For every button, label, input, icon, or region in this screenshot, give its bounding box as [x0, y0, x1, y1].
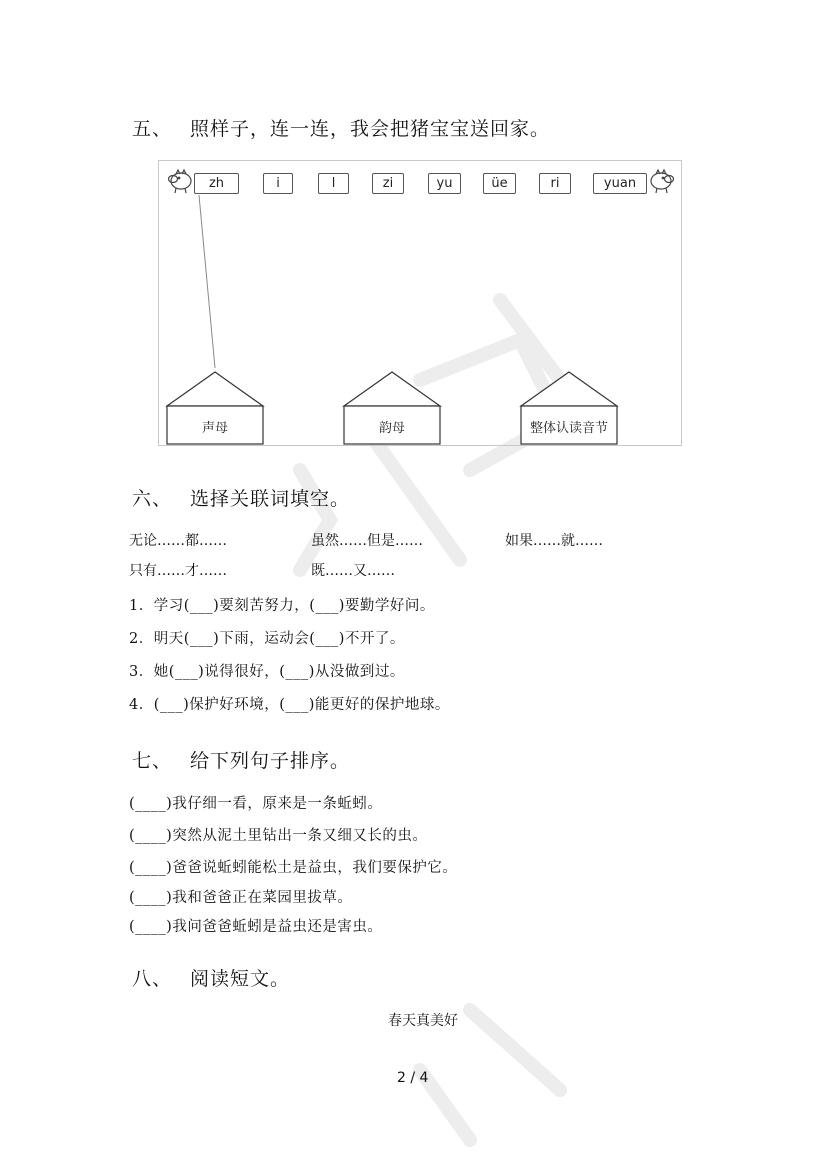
- house-label: 声母: [201, 421, 228, 436]
- section5-heading: [132, 114, 550, 141]
- page-number: 2 / 4: [397, 1070, 429, 1086]
- order-sentence[interactable]: (____)我和爸爸正在菜园里拔草。: [129, 890, 353, 906]
- section8-title: 阅读短文。: [190, 968, 291, 990]
- section6-title: 选择关联词填空。: [190, 488, 351, 510]
- order-sentence[interactable]: (____)我仔细一看，原来是一条蚯蚓。: [129, 796, 383, 812]
- section7-number: 七、: [132, 750, 173, 772]
- syllable-card[interactable]: yuan: [593, 173, 647, 194]
- matching-exercise: [158, 160, 682, 446]
- section7-heading: [132, 746, 350, 773]
- syllable-card[interactable]: ri: [539, 173, 571, 194]
- section6-number: 六、: [132, 488, 173, 510]
- passage-title: 春天真美好: [388, 1013, 458, 1029]
- house-label: 韵母: [378, 421, 405, 436]
- order-sentence[interactable]: (____)我问爸爸蚯蚓是益虫还是害虫。: [129, 919, 383, 935]
- syllable-card[interactable]: zh: [194, 173, 239, 194]
- order-sentence[interactable]: (____)爸爸说蚯蚓能松土是益虫，我们要保护它。: [129, 860, 458, 876]
- syllable-card[interactable]: üe: [483, 173, 516, 194]
- syllable-card[interactable]: i: [263, 173, 293, 194]
- house-shengmu[interactable]: [165, 370, 265, 446]
- fill-question[interactable]: 4．(___)保护好环境，(___)能更好的保护地球。: [129, 697, 450, 713]
- section5-title: 照样子，连一连，我会把猪宝宝送回家。: [190, 118, 551, 140]
- section7-title: 给下列句子排序。: [190, 750, 351, 772]
- conjunction-option: 如果……就……: [505, 533, 603, 549]
- order-sentence[interactable]: (____)突然从泥土里钻出一条又细又长的虫。: [129, 828, 428, 844]
- conjunction-option: 无论……都……: [129, 533, 227, 549]
- conjunction-option: 虽然……但是……: [311, 533, 423, 549]
- syllable-card[interactable]: l: [318, 173, 349, 194]
- syllable-card[interactable]: zi: [372, 173, 404, 194]
- section8-number: 八、: [132, 968, 173, 990]
- fill-question[interactable]: 2．明天(___)下雨，运动会(___)不开了。: [129, 631, 405, 647]
- section5-number: 五、: [132, 118, 173, 140]
- section8-heading: [132, 964, 290, 991]
- house-label: 整体认读音节: [529, 421, 608, 436]
- house-yunmu[interactable]: [342, 370, 442, 446]
- conjunction-option: 只有……才……: [129, 563, 227, 579]
- conjunction-option: 既……又……: [311, 563, 395, 579]
- fill-question[interactable]: 1．学习(___)要刻苦努力，(___)要勤学好问。: [129, 598, 435, 614]
- house-zhengti[interactable]: [519, 370, 619, 446]
- fill-question[interactable]: 3．她(___)说得很好，(___)从没做到过。: [129, 664, 405, 680]
- syllable-card[interactable]: yu: [428, 173, 461, 194]
- section6-heading: [132, 484, 350, 511]
